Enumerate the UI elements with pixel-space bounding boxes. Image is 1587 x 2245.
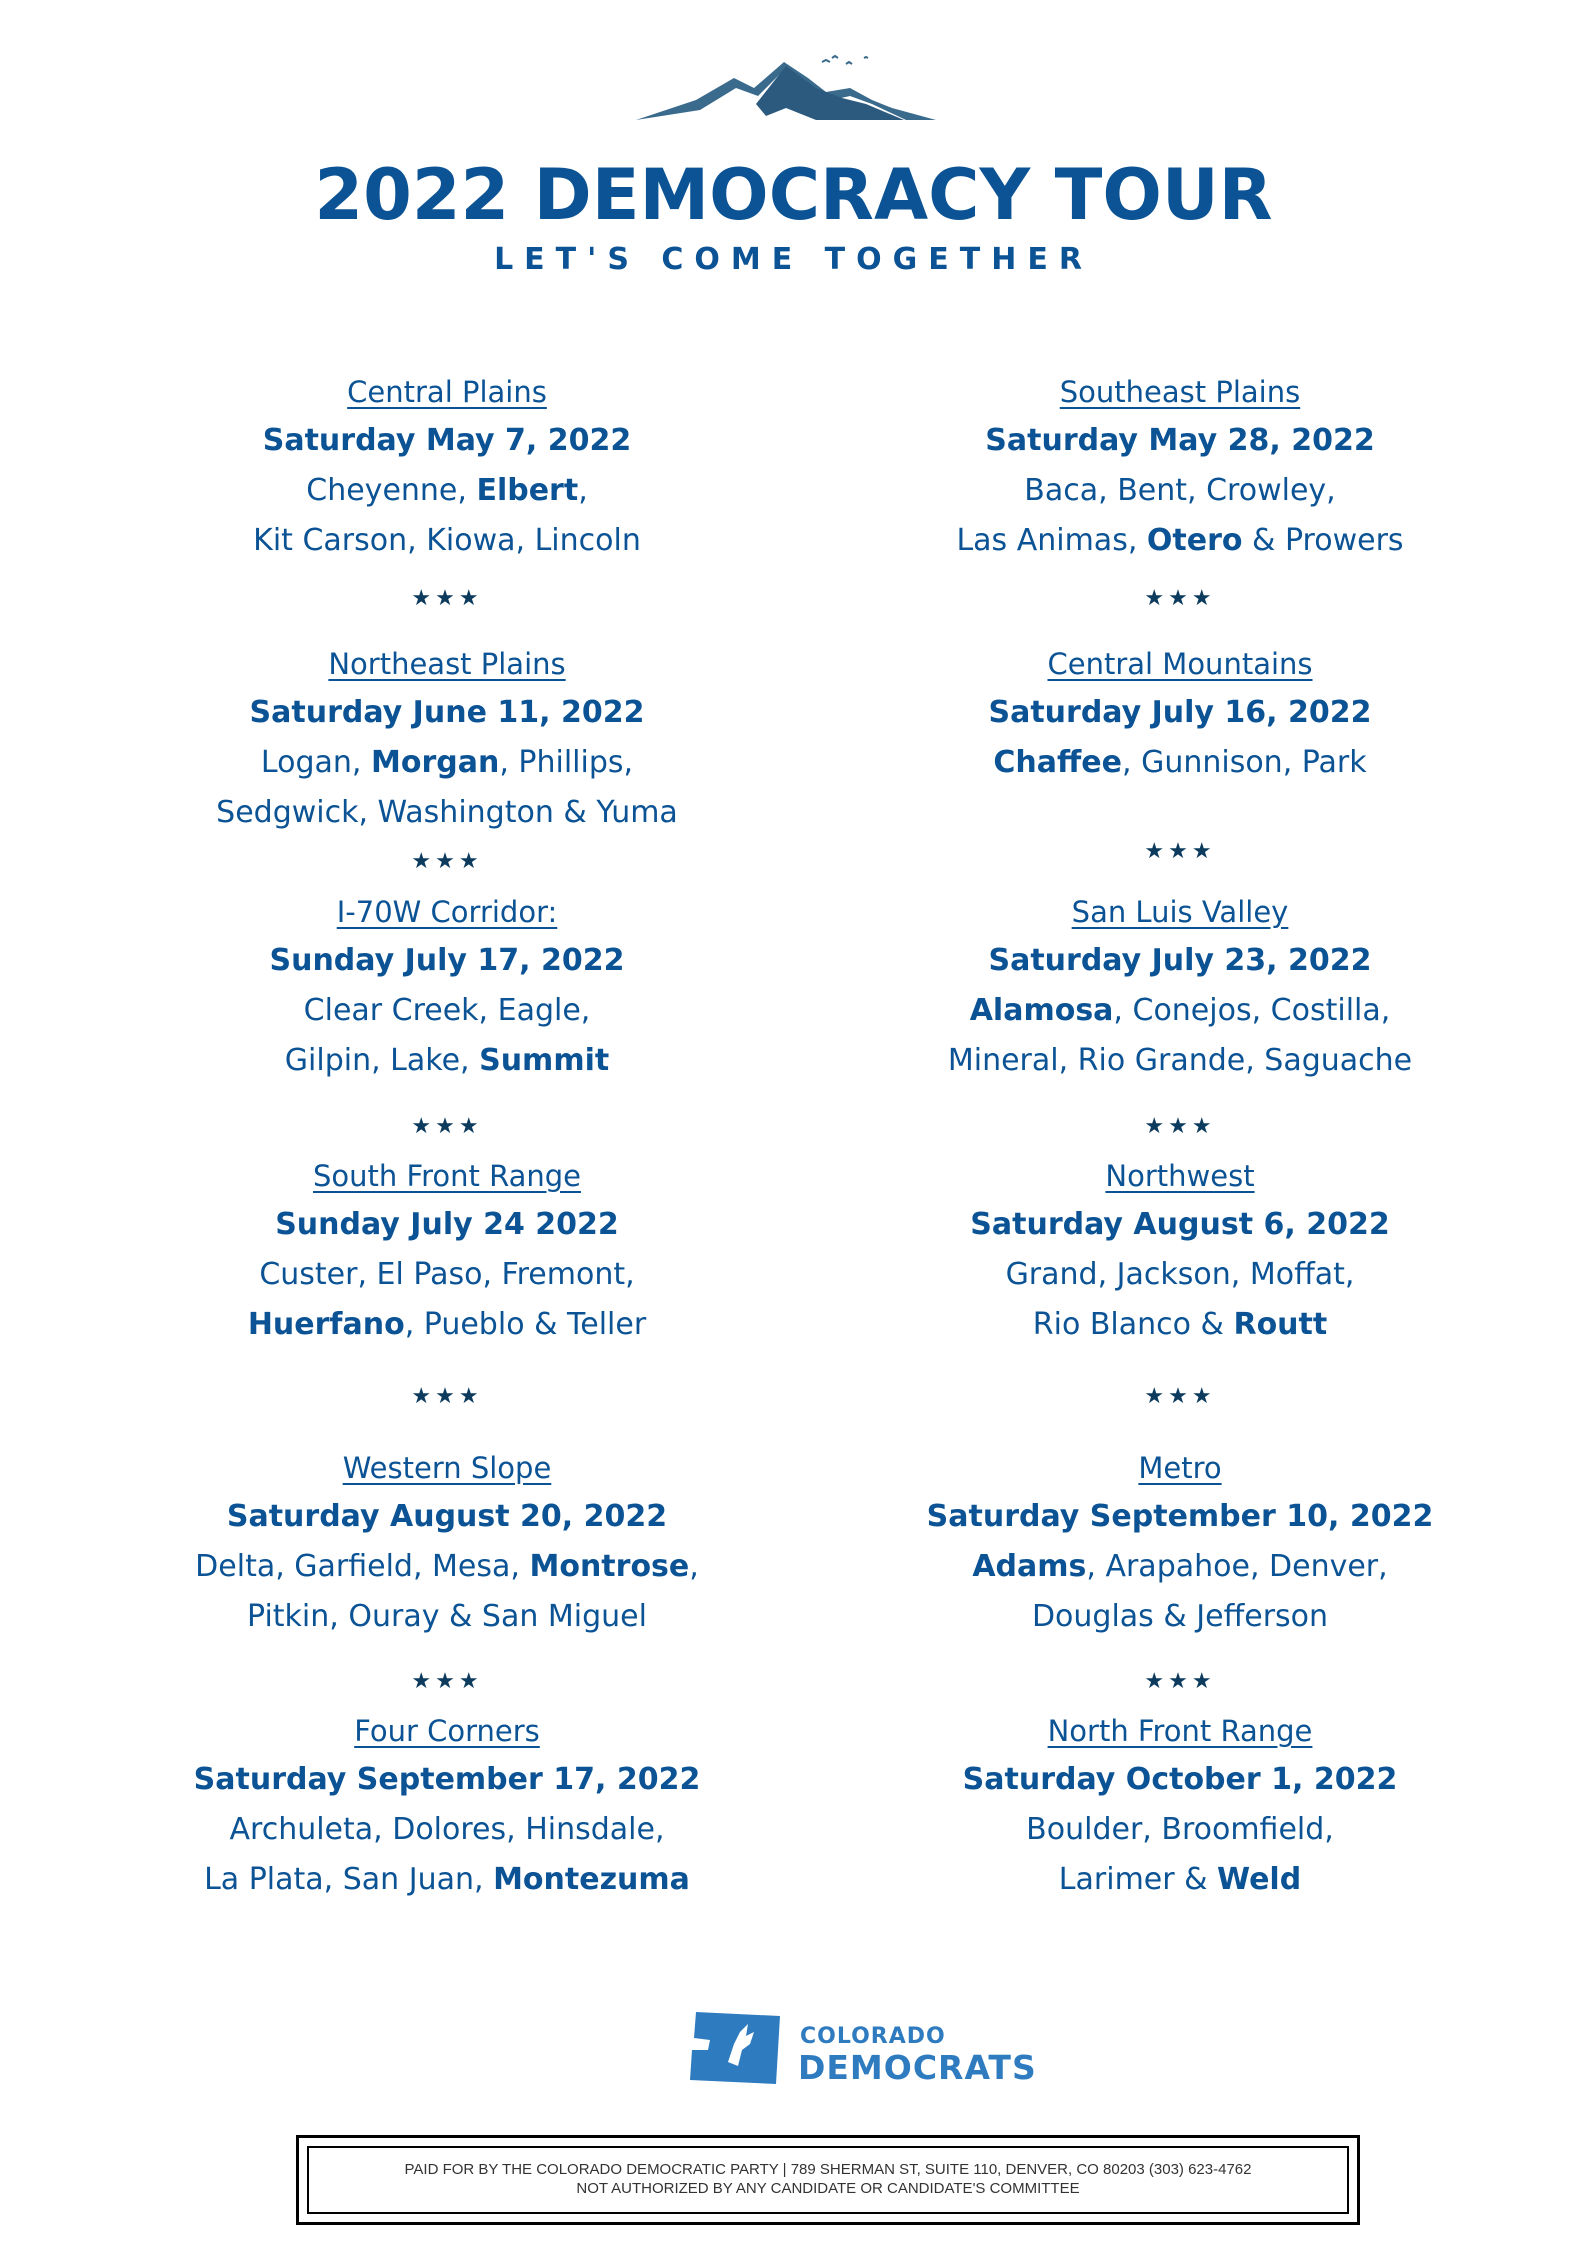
event-date: Saturday May 28, 2022 [985,423,1375,458]
county-text: Baca, Bent, Crowley, [1024,473,1336,508]
event-date: Saturday August 20, 2022 [226,1499,668,1534]
county-text: Douglas & Jefferson [1031,1599,1329,1634]
disclaimer-inner-box [307,2146,1349,2214]
disclaimer-line-2: NOT AUTHORIZED BY ANY CANDIDATE OR CANDIDATE'S COMMITTEE [576,2180,1080,2197]
county-text: Pitkin, Ouray & San Miguel [247,1599,647,1634]
star-divider-icon: ★★★ [1144,1669,1216,1694]
counties-line-2 [850,1300,1510,1350]
tour-stop-metro [850,1444,1510,1642]
counties-line-2 [850,1592,1510,1642]
county-name-bold: Alamosa [969,993,1114,1028]
page-subtitle: LET'S COME TOGETHER [494,242,1093,277]
region-name-link[interactable]: San Luis Valley [1071,895,1289,929]
counties-line-2 [117,1855,777,1905]
star-divider-icon: ★★★ [1144,1114,1216,1139]
counties-line-1 [850,1250,1510,1300]
counties-line-2 [117,1592,777,1642]
county-name-bold: Morgan [370,745,500,780]
county-name-bold: Otero [1146,523,1243,558]
star-divider-icon: ★★★ [411,1669,483,1694]
region-name-link[interactable]: North Front Range [1047,1714,1313,1748]
county-text: Kit Carson, Kiowa, Lincoln [253,523,641,558]
tour-stop-four-corners [117,1707,777,1905]
region-name-link[interactable]: Central Mountains [1047,647,1313,681]
colorado-democrats-logo [688,2010,1037,2090]
counties-line-1 [117,466,777,516]
logo-line-colorado: COLORADO [800,2024,946,2049]
county-text: , Phillips, [499,745,634,780]
county-text: Custer, El Paso, Fremont, [259,1257,635,1292]
tour-stop-southeast-plains [850,368,1510,566]
counties-line-1 [117,1805,777,1855]
star-divider-icon: ★★★ [1144,586,1216,611]
counties-line-2 [117,1036,777,1086]
county-text: Sedgwick, Washington & Yuma [216,795,678,830]
region-name-link[interactable]: Metro [1138,1451,1222,1485]
counties-line-1 [850,738,1510,788]
counties-line-1 [117,1250,777,1300]
logo-line-democrats: DEMOCRATS [798,2048,1037,2087]
star-divider-icon: ★★★ [1144,839,1216,864]
tour-stop-central-plains [117,368,777,566]
disclaimer-box [296,2135,1360,2225]
page-title: 2022 DEMOCRACY TOUR [314,154,1273,236]
event-date: Saturday August 6, 2022 [970,1207,1390,1242]
event-date: Sunday July 17, 2022 [269,943,625,978]
county-name-bold: Weld [1217,1862,1302,1897]
region-name-link[interactable]: Western Slope [342,1451,552,1485]
tour-stop-western-slope [117,1444,777,1642]
star-divider-icon: ★★★ [411,1384,483,1409]
county-text: Rio Blanco & [1032,1307,1234,1342]
tour-stop-south-front-range [117,1152,777,1350]
region-name-link[interactable]: I-70W Corridor: [336,895,558,929]
county-name-bold: Chaffee [993,745,1122,780]
star-divider-icon: ★★★ [411,586,483,611]
region-name-link[interactable]: Southeast Plains [1059,375,1301,409]
disclaimer-line-1: PAID FOR BY THE COLORADO DEMOCRATIC PARTY | 789 SHERMAN ST, SUITE 110, DENVER, CO 80203 (303) 623-4762 [404,2161,1252,2178]
event-date: Saturday July 23, 2022 [988,943,1372,978]
county-text: , [689,1549,699,1584]
event-date: Saturday September 17, 2022 [193,1762,701,1797]
star-divider-icon: ★★★ [411,849,483,874]
counties-line-1 [850,1542,1510,1592]
county-name-bold: Elbert [476,473,579,508]
county-text: Grand, Jackson, Moffat, [1005,1257,1355,1292]
region-name-link[interactable]: Four Corners [354,1714,540,1748]
tour-stop-i-70w-corridor [117,888,777,1086]
counties-line-1 [850,466,1510,516]
counties-line-1 [117,986,777,1036]
county-name-bold: Montezuma [493,1862,690,1897]
region-name-link[interactable]: Central Plains [347,375,547,409]
county-text: Mineral, Rio Grande, Saguache [947,1043,1413,1078]
event-date: Saturday September 10, 2022 [926,1499,1434,1534]
tour-stop-san-luis-valley [850,888,1510,1086]
county-name-bold: Montrose [529,1549,690,1584]
tour-stop-central-mountains [850,640,1510,788]
region-name-link[interactable]: Northwest [1105,1159,1255,1193]
tour-stop-northeast-plains [117,640,777,838]
tour-stop-north-front-range [850,1707,1510,1905]
county-text: , Arapahoe, Denver, [1086,1549,1388,1584]
county-text: , Gunnison, Park [1122,745,1367,780]
county-name-bold: Adams [972,1549,1087,1584]
counties-line-2 [850,1855,1510,1905]
county-text: Archuleta, Dolores, Hinsdale, [229,1812,665,1847]
county-name-bold: Summit [479,1043,610,1078]
counties-line-2 [117,1300,777,1350]
counties-line-2 [117,516,777,566]
county-text: La Plata, San Juan, [204,1862,494,1897]
counties-line-1 [850,1805,1510,1855]
county-text: , Pueblo & Teller [404,1307,647,1342]
county-text: Cheyenne, [306,473,477,508]
counties-line-1 [117,1542,777,1592]
county-text: , Conejos, Costilla, [1113,993,1391,1028]
event-date: Saturday June 11, 2022 [249,695,645,730]
counties-line-2 [850,516,1510,566]
county-text: Las Animas, [956,523,1147,558]
county-text: Delta, Garfield, Mesa, [195,1549,530,1584]
county-name-bold: Routt [1233,1307,1328,1342]
star-divider-icon: ★★★ [411,1114,483,1139]
counties-line-2 [850,1036,1510,1086]
county-text: Gilpin, Lake, [284,1043,480,1078]
star-divider-icon: ★★★ [1144,1384,1216,1409]
county-text: , [578,473,588,508]
event-date: Sunday July 24 2022 [275,1207,619,1242]
event-date: Saturday May 7, 2022 [262,423,632,458]
county-text: Logan, [260,745,371,780]
county-text: & Prowers [1242,523,1404,558]
region-name-link[interactable]: South Front Range [313,1159,581,1193]
event-date: Saturday July 16, 2022 [988,695,1372,730]
counties-line-1 [117,738,777,788]
county-text: Larimer & [1058,1862,1218,1897]
county-name-bold: Huerfano [247,1307,405,1342]
county-text: Clear Creek, Eagle, [303,993,591,1028]
event-date: Saturday October 1, 2022 [962,1762,1398,1797]
counties-line-1 [850,986,1510,1036]
mountains-logo [636,48,956,124]
colorado-flag-icon [688,2010,784,2086]
county-text: Boulder, Broomfield, [1026,1812,1334,1847]
region-name-link[interactable]: Northeast Plains [328,647,566,681]
tour-stop-northwest [850,1152,1510,1350]
counties-line-2 [117,788,777,838]
